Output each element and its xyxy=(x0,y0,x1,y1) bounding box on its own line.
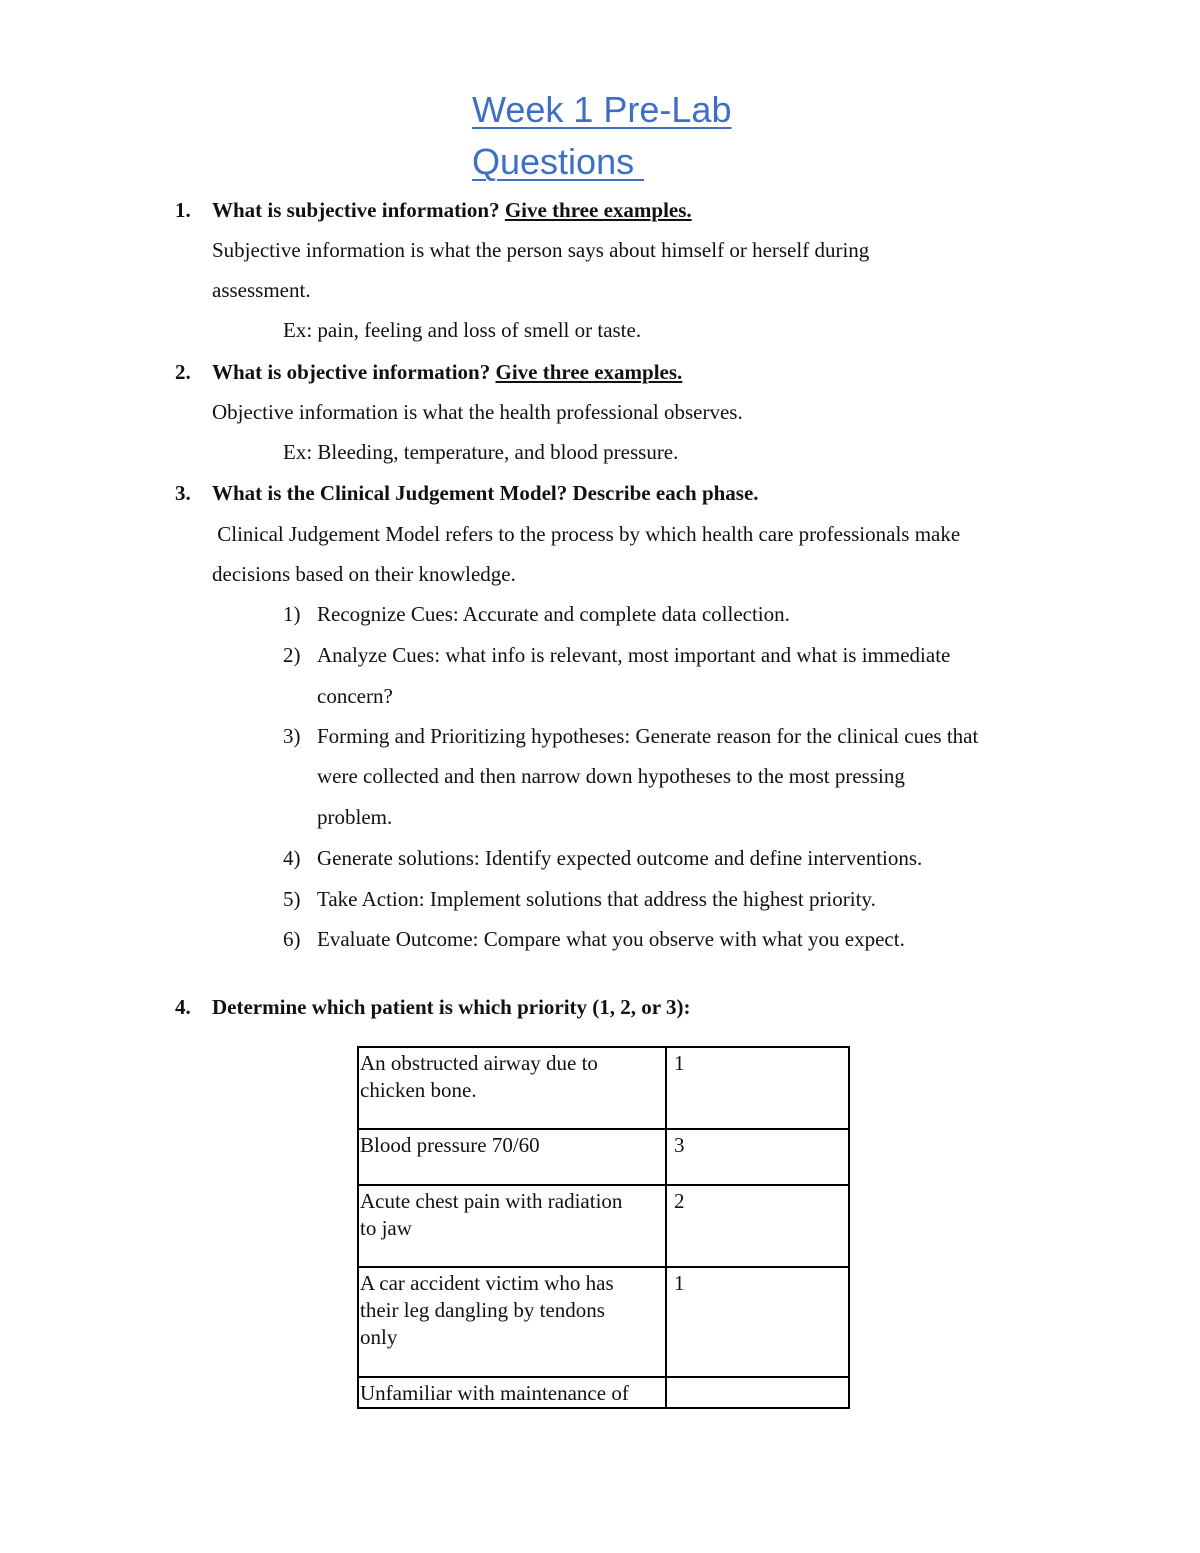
patient-line: A car accident victim who has xyxy=(360,1271,614,1295)
patient-cell xyxy=(358,1377,666,1408)
patient-cell xyxy=(358,1185,666,1267)
title-line-1: Week 1 Pre-Lab xyxy=(472,89,732,130)
question-3-answer-line: decisions based on their knowledge. xyxy=(212,562,516,586)
table-row xyxy=(358,1377,849,1408)
question-3-answer-line: Clinical Judgement Model refers to the process by which health care professionals make xyxy=(212,522,961,546)
phase-3-text: problem. xyxy=(317,805,393,829)
question-2-example: Ex: Bleeding, temperature, and blood pressure. xyxy=(283,440,679,464)
patient-line: Blood pressure 70/60 xyxy=(360,1133,540,1157)
phase-6-text: Evaluate Outcome: Compare what you observe with what you expect. xyxy=(317,927,905,951)
patient-cell xyxy=(358,1267,666,1377)
phase-5-text: Take Action: Implement solutions that address the highest priority. xyxy=(317,887,876,911)
table-row xyxy=(358,1047,849,1129)
priority-cell: 3 xyxy=(666,1129,849,1185)
question-1-prompt xyxy=(212,196,692,224)
patient-line: Acute chest pain with radiation xyxy=(360,1189,623,1213)
phase-2-number: 2) xyxy=(283,643,301,667)
patient-cell xyxy=(358,1047,666,1129)
patient-cell xyxy=(358,1129,666,1185)
question-1-number: 1. xyxy=(175,198,191,222)
phase-3-number: 3) xyxy=(283,724,301,748)
question-3-prompt: What is the Clinical Judgement Model? Describe each phase. xyxy=(212,481,759,505)
phase-4-text: Generate solutions: Identify expected outcome and define interventions. xyxy=(317,846,923,870)
patient-line: An obstructed airway due to xyxy=(360,1051,598,1075)
title-line-2: Questions xyxy=(472,141,645,182)
page-title xyxy=(472,84,872,188)
patient-line: their leg dangling by tendons xyxy=(360,1298,605,1322)
priority-cell: 1 xyxy=(666,1047,849,1129)
question-2-prompt xyxy=(212,358,682,386)
question-1-answer-line: Subjective information is what the person says about himself or herself during xyxy=(212,238,870,262)
phase-1-number: 1) xyxy=(283,602,301,626)
priority-table xyxy=(357,1046,850,1409)
table-row xyxy=(358,1267,849,1377)
question-4-number: 4. xyxy=(175,995,191,1019)
priority-cell: 1 xyxy=(666,1267,849,1377)
question-1-example: Ex: pain, feeling and loss of smell or taste. xyxy=(283,318,642,342)
question-2-number: 2. xyxy=(175,360,191,384)
phase-3-text: were collected and then narrow down hypotheses to the most pressing xyxy=(317,764,905,788)
phase-1-text: Recognize Cues: Accurate and complete data collection. xyxy=(317,602,790,626)
phase-6-number: 6) xyxy=(283,927,301,951)
question-1-prompt-text: What is subjective information? xyxy=(212,198,500,222)
phase-2-text: concern? xyxy=(317,684,393,708)
phase-2-text: Analyze Cues: what info is relevant, most important and what is immediate xyxy=(317,643,951,667)
question-2-prompt-text: What is objective information? xyxy=(212,360,491,384)
phase-4-number: 4) xyxy=(283,846,301,870)
patient-line: only xyxy=(360,1325,398,1349)
question-1-answer-line: assessment. xyxy=(212,278,311,302)
phase-5-number: 5) xyxy=(283,887,301,911)
question-2-prompt-underlined: Give three examples. xyxy=(495,360,683,384)
patient-line: to jaw xyxy=(360,1216,412,1240)
patient-line: Unfamiliar with maintenance of xyxy=(360,1381,629,1405)
phase-3-text: Forming and Prioritizing hypotheses: Generate reason for the clinical cues that xyxy=(317,724,979,748)
patient-line: chicken bone. xyxy=(360,1078,477,1102)
question-2-answer-line: Objective information is what the health professional observes. xyxy=(212,400,743,424)
question-1-prompt-underlined: Give three examples. xyxy=(504,198,692,222)
question-3-number: 3. xyxy=(175,481,191,505)
priority-cell: 2 xyxy=(666,1185,849,1267)
question-4-prompt: Determine which patient is which priority (1, 2, or 3): xyxy=(212,995,691,1019)
table-row xyxy=(358,1129,849,1185)
priority-cell xyxy=(666,1377,849,1408)
table-row xyxy=(358,1185,849,1267)
